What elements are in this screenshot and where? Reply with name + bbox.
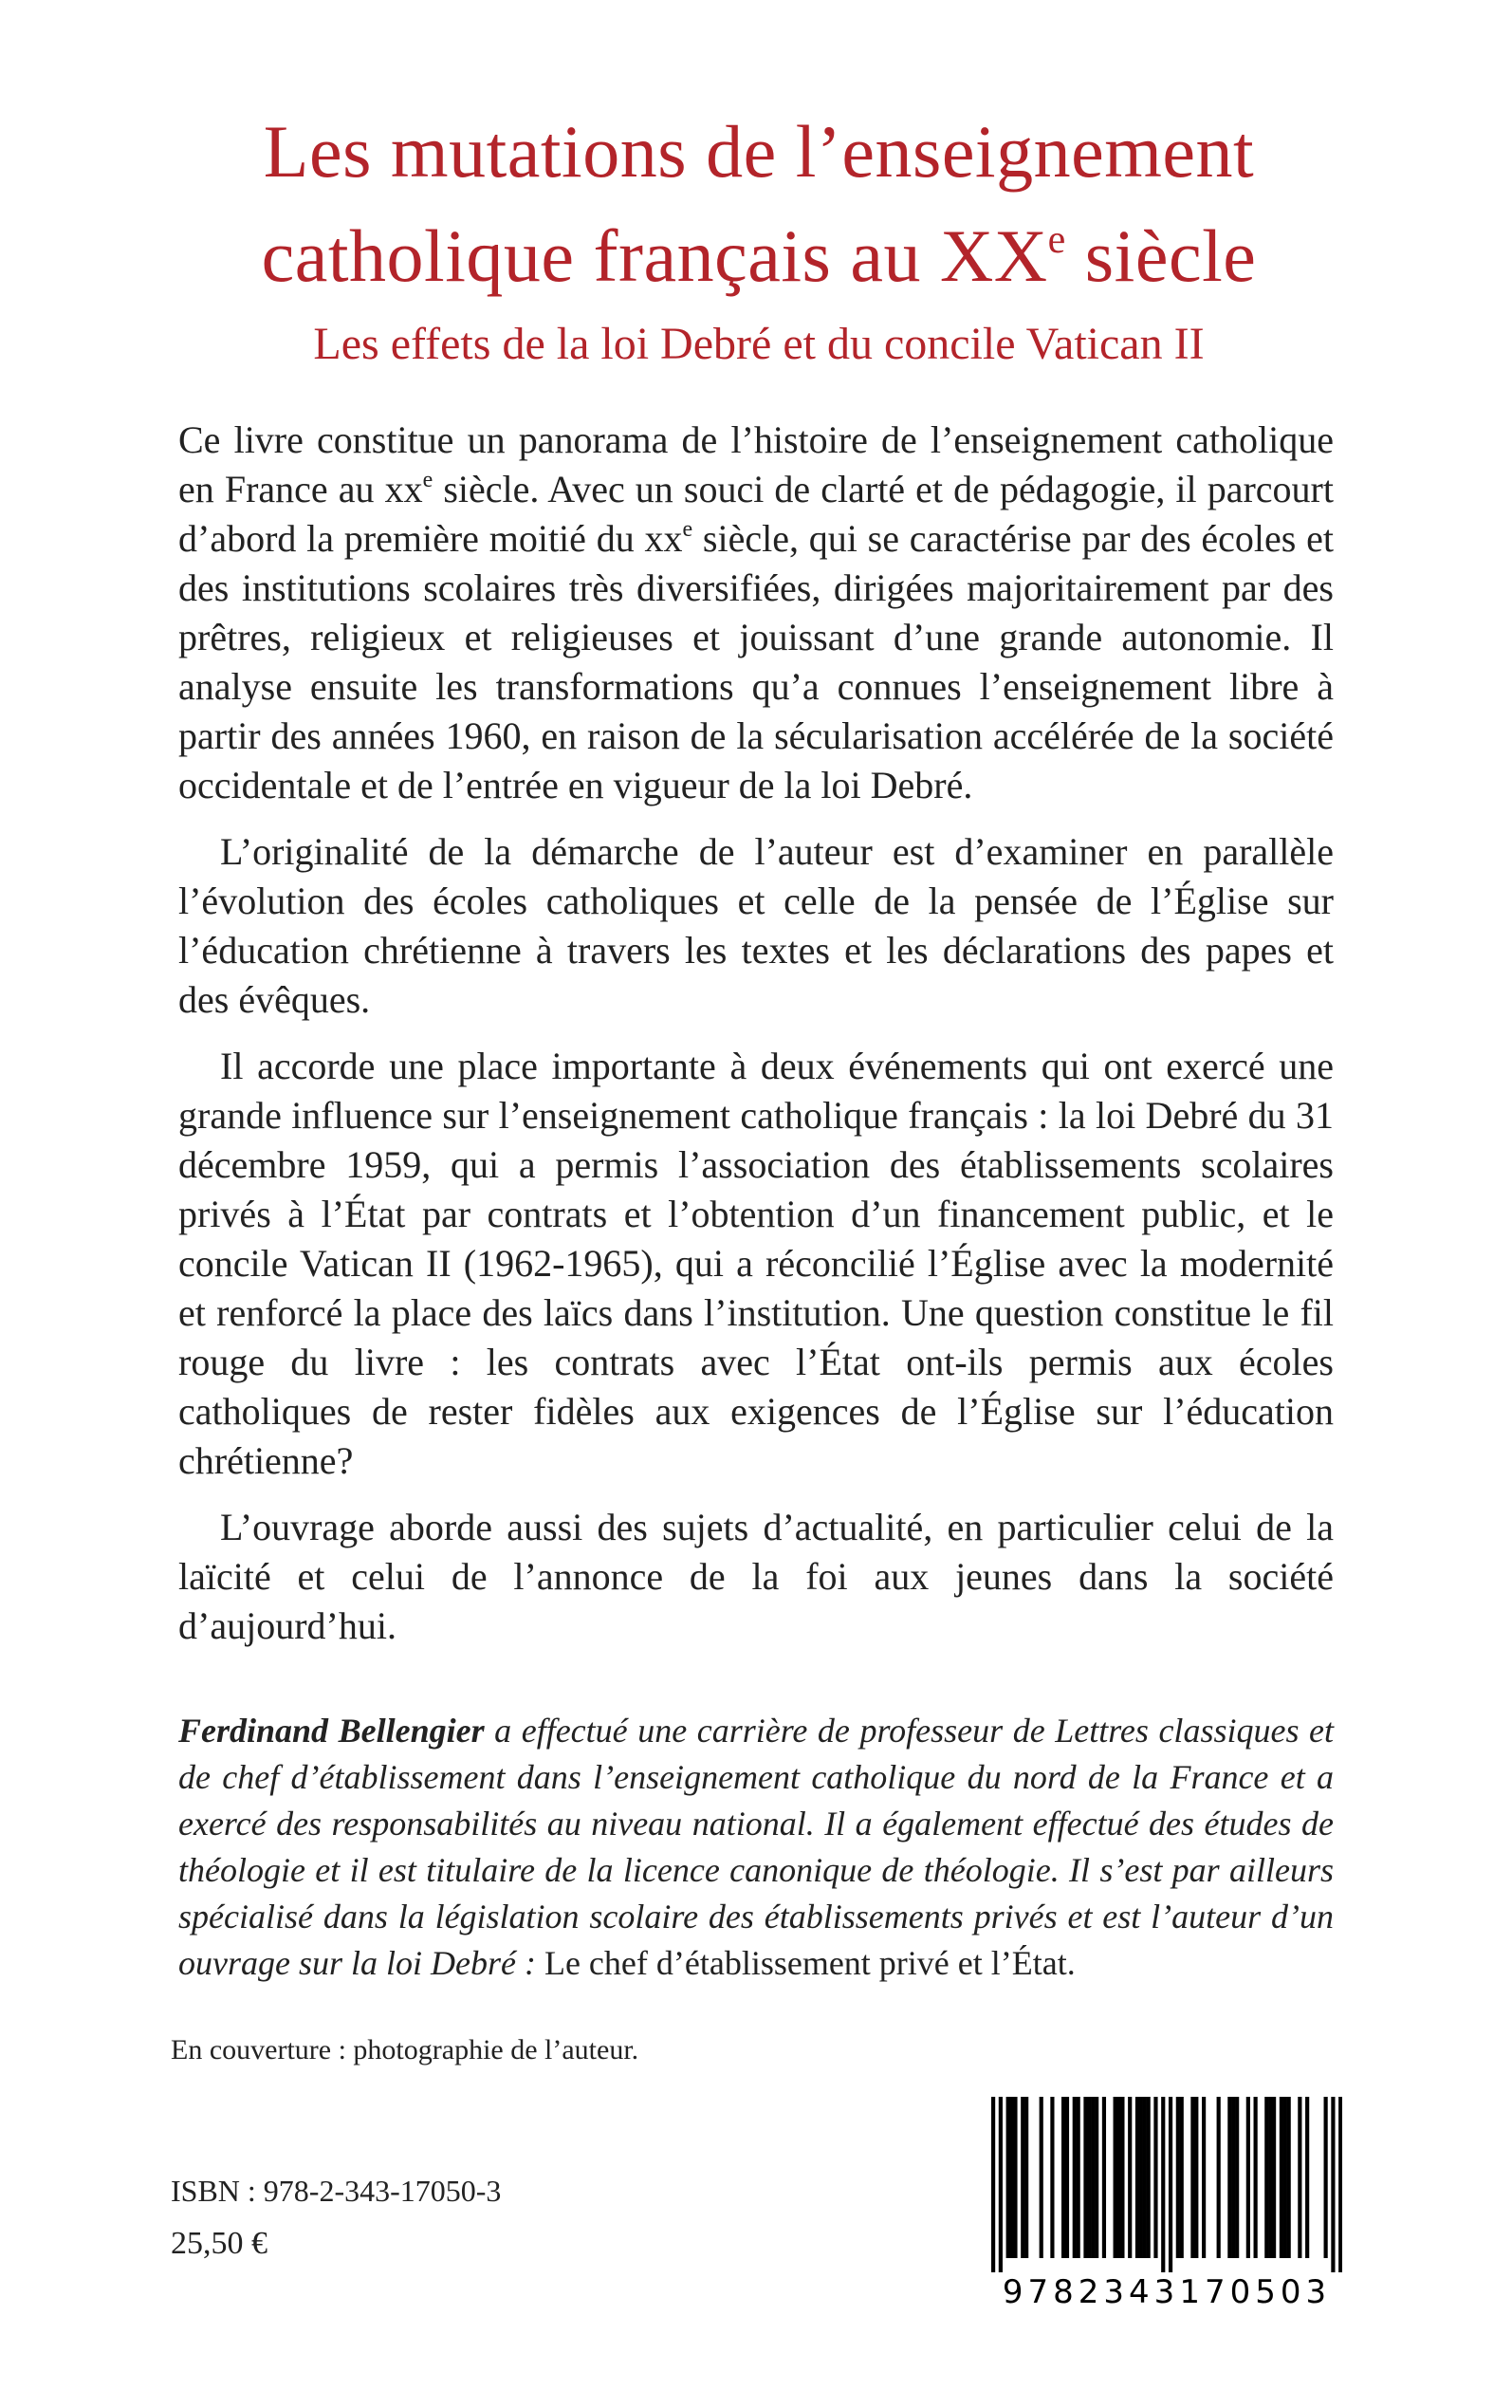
barcode-bar: [1272, 2097, 1276, 2258]
author-bio: [178, 1708, 1334, 1987]
barcode-bar: [1009, 2097, 1013, 2258]
barcode-bar: [1091, 2097, 1095, 2258]
barcode-bars: [991, 2097, 1342, 2272]
barcode-bar: [1202, 2097, 1206, 2258]
barcode-bar: [1217, 2097, 1221, 2258]
subtitle: Les effets de la loi Debré et du concile Vatican II: [313, 319, 1205, 369]
barcode-bar: [1050, 2097, 1054, 2258]
paragraph-1: [178, 416, 1334, 810]
paragraph-4: L’ouvrage aborde aussi des sujets d’actualité, en particulier celui de la laïcité et celui de l’annonce de la foi aux jeunes dans la société d’aujourd’hui.: [178, 1506, 1334, 1647]
barcode-bar: [1021, 2097, 1024, 2258]
title-line-2-main: catholique français au XX: [261, 214, 1048, 297]
barcode-bar: [1120, 2097, 1124, 2258]
paragraph-1-part-c: siècle, qui se caractérise par des écoles et des institutions scolaires très diversifiées, dirigées majoritairement par des prêtres, religieux et religieuses et jouissant d’une grande autonomie. Il analyse ensuite les transformations qu’a connues l’enseignement libre à partir des années 1960, en raison de la sécularisation accélérée de la société occidentale et de l’entrée en vigueur de la loi Debré.: [178, 517, 1334, 806]
barcode-bar: [1305, 2097, 1309, 2258]
author-name: Ferdinand Bellengier: [178, 1712, 485, 1750]
barcode-bar: [1169, 2097, 1172, 2272]
barcode-bar: [1287, 2097, 1291, 2258]
description-text: [178, 416, 1334, 1668]
paragraph-3: Il accorde une place importante à deux événements qui ont exercé une grande influence sur l’enseignement catholique français : la loi Debré du 31 décembre 1959, qui a permis l’association des établissements scolaires privés à l’État par contrats et l’obtention d’un financement public, et le concile Vatican II (1962-1965), qui a réconcilié l’Église avec la modernité et renforcé la place des laïcs dans l’institution. Une question constitue le fil rouge du livre : les contrats avec l’État ont-ils permis aux écoles catholiques de rester fidèles aux exigences de l’Église sur l’éducation chrétienne?: [178, 1045, 1334, 1482]
author-bio-text: a effectué une carrière de professeur de Lettres classiques et de chef d’établissement dans l’enseignement catholique du nord de la France et a exercé des responsabilités au niveau national. Il a également effectué des études de théologie et il est titulaire de la licence canonique de théologie. Il s’est par ailleurs spécialisé dans la législation scolaire des établissements privés et est l’auteur d’un ouvrage sur la loi Debré :: [178, 1712, 1334, 1982]
barcode-bar: [1176, 2097, 1180, 2258]
barcode-bar: [1227, 2097, 1231, 2258]
barcode: [991, 2097, 1342, 2325]
title-superscript: e: [1047, 218, 1066, 262]
title-line-1: Les mutations de l’enseignement: [263, 110, 1255, 193]
barcode-bar: [1143, 2097, 1147, 2258]
barcode-bar: [1083, 2097, 1087, 2258]
paragraph-1-part-a: Ce livre constitue un panorama de l’histoire de l’enseignement catholique en France au xx: [178, 418, 1334, 510]
barcode-bar: [1024, 2097, 1028, 2258]
barcode-bar: [999, 2097, 1003, 2272]
barcode-bar: [1147, 2097, 1151, 2258]
paragraph-2: L’originalité de la démarche de l’auteur est d’examiner en parallèle l’évolution des écoles catholiques et celle de la pensée de l’Église sur l’éducation chrétienne à travers les textes et les déclarations des papes et des évêques.: [178, 830, 1334, 1021]
title-line-2-end: siècle: [1065, 214, 1257, 297]
barcode-bar: [1280, 2097, 1283, 2258]
barcode-bar: [1161, 2097, 1165, 2272]
cover-credit: En couverture : photographie de l’auteur.: [171, 2034, 639, 2065]
barcode-bar: [1006, 2097, 1010, 2258]
barcode-bar: [1116, 2097, 1120, 2258]
barcode-bar: [1061, 2097, 1065, 2258]
barcode-bar: [1153, 2097, 1157, 2258]
price: 25,50 €: [171, 2226, 267, 2261]
superscript-e: e: [422, 468, 433, 492]
barcode-bar: [1077, 2097, 1080, 2258]
barcode-bar: [1065, 2097, 1069, 2258]
barcode-bar: [1114, 2097, 1117, 2258]
barcode-bar: [1139, 2097, 1143, 2258]
barcode-digits: 9782343170503: [1002, 2273, 1332, 2311]
barcode-bar: [1264, 2097, 1268, 2258]
barcode-bar: [1283, 2097, 1287, 2258]
title-line-2: [114, 204, 1404, 308]
title-block: [114, 100, 1404, 373]
barcode-bar: [1180, 2097, 1184, 2258]
author-book-title: Le chef d’établissement privé et l’État.: [544, 1944, 1076, 1982]
barcode-bar: [1324, 2097, 1328, 2258]
barcode-bar: [1338, 2097, 1342, 2272]
barcode-bar: [1190, 2097, 1194, 2258]
barcode-bar: [1331, 2097, 1335, 2272]
paragraph-1-part-b: siècle. Avec un souci de clarté et de pédagogie, il parcourt d’abord la première moitié du xx: [178, 468, 1334, 560]
barcode-bar: [1254, 2097, 1258, 2258]
superscript-e: e: [682, 517, 693, 542]
barcode-bar: [1194, 2097, 1198, 2258]
barcode-bar: [1013, 2097, 1017, 2258]
barcode-bar: [1073, 2097, 1077, 2258]
barcode-bar: [1095, 2097, 1098, 2258]
barcode-bar: [1040, 2097, 1043, 2258]
barcode-bar: [1128, 2097, 1132, 2258]
barcode-bar: [1087, 2097, 1091, 2258]
barcode-bar: [991, 2097, 995, 2272]
isbn: ISBN : 978-2-343-17050-3: [171, 2174, 502, 2208]
barcode-bar: [1102, 2097, 1106, 2258]
barcode-bar: [1298, 2097, 1301, 2258]
barcode-bar: [1135, 2097, 1139, 2258]
barcode-bar: [1268, 2097, 1272, 2258]
barcode-bar: [1246, 2097, 1250, 2258]
barcode-bar: [1235, 2097, 1239, 2258]
barcode-bar: [1231, 2097, 1235, 2258]
